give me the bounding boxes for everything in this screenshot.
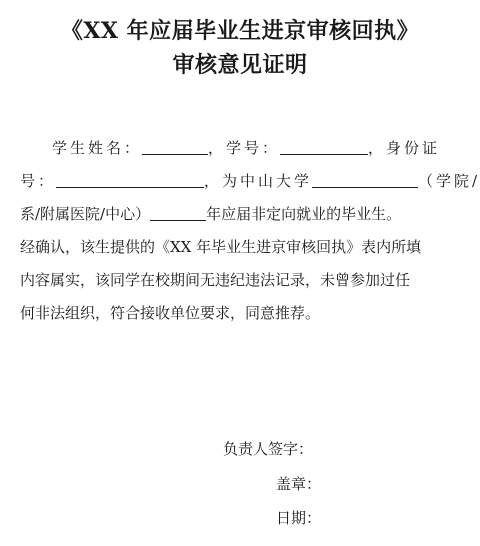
responsible-signature-label: 负责人签字：: [223, 440, 314, 458]
student-id-label: ，学号：: [208, 139, 281, 157]
university-label: ，为中山大学: [204, 172, 313, 190]
paragraph-line-5: 内容属实，该同学在校期间无违纪违法记录，未曾参加过任: [20, 271, 411, 289]
seal-label: 盖章：: [276, 475, 322, 493]
student-id-blank: [280, 138, 368, 155]
paragraph-line-3: [20, 198, 460, 231]
graduate-type-text: 年应届非定向就业的毕业生。: [206, 205, 402, 223]
student-name-blank: [142, 138, 208, 155]
paragraph-line-6: 何非法组织，符合接收单位要求，同意推荐。: [20, 304, 321, 322]
id-card-blank: [56, 171, 204, 188]
paragraph-line-1: [20, 132, 460, 165]
date-label: 日期：: [276, 509, 322, 527]
paragraph-line-2: [20, 165, 480, 198]
id-card-label-cont: 号：: [20, 172, 57, 190]
document-title: 《XX 年应届毕业生进京审核回执》: [60, 18, 420, 44]
id-card-label: ，身份证: [368, 139, 441, 157]
college-blank: [312, 171, 418, 188]
college-label: （学院/: [418, 172, 480, 190]
year-blank: [150, 204, 206, 221]
paragraph-line-4: 经确认，该生提供的《XX 年毕业生进京审核回执》表内所填: [20, 238, 422, 256]
document-subtitle: 审核意见证明: [172, 52, 308, 78]
department-label: 系/附属医院/中心）: [20, 205, 151, 223]
student-name-label: 学生姓名：: [52, 139, 143, 157]
certificate-paragraph: [20, 132, 480, 330]
